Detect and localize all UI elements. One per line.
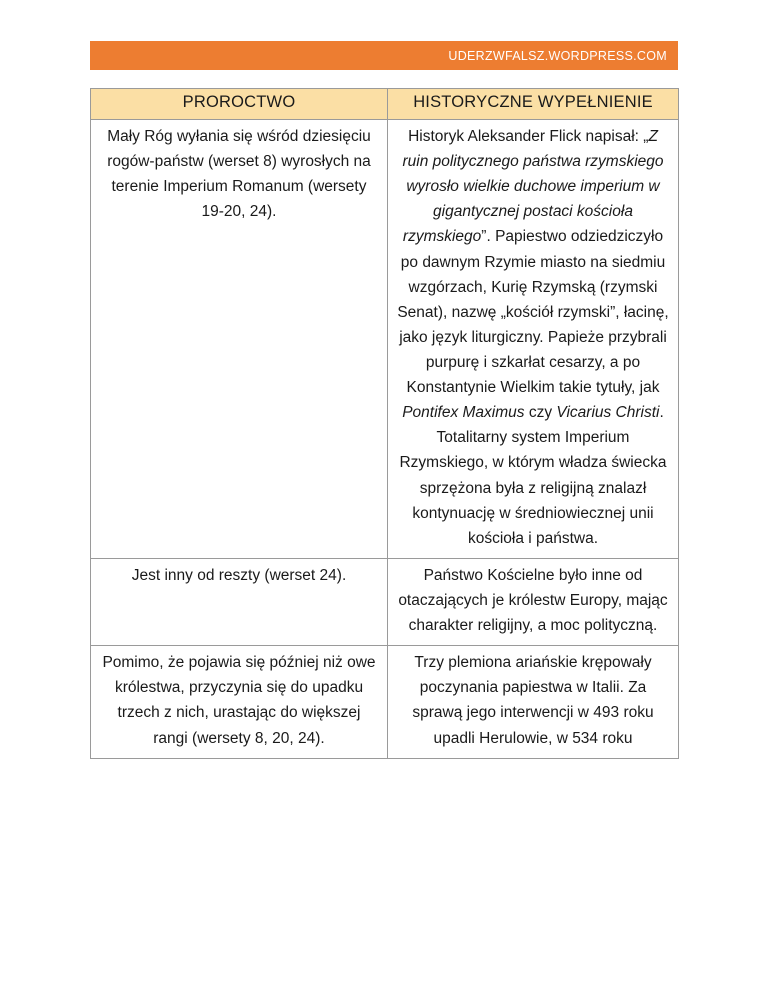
column-header-fulfillment: HISTORYCZNE WYPEŁNIENIE [388, 89, 679, 120]
table-row [91, 120, 679, 559]
cell-prophecy [91, 558, 388, 645]
prophecy-text: Mały Róg wyłania się wśród dziesięciu rogów-państw (werset 8) wyrosłych na terenie Imperium Romanum (wersety 19-20, 24). [107, 128, 371, 221]
column-header-prophecy: PROROCTWO [91, 89, 388, 120]
table-body [91, 120, 679, 759]
table-row [91, 646, 679, 758]
table-header-row [91, 89, 679, 120]
prophecy-fulfillment-table [90, 88, 679, 759]
site-banner [90, 41, 678, 70]
cell-fulfillment [388, 646, 679, 758]
cell-fulfillment [388, 120, 679, 559]
site-url-label: UDERZWFALSZ.WORDPRESS.COM [448, 48, 667, 63]
cell-fulfillment [388, 558, 679, 645]
prophecy-text: Jest inny od reszty (werset 24). [131, 566, 347, 584]
fulfillment-text: Trzy plemiona ariańskie krępowały poczynania papiestwa w Italii. Za sprawą jego interwencji w 493 roku upadli Herulowie, w 534 roku [412, 654, 654, 747]
cell-prophecy [91, 646, 388, 758]
cell-prophecy [91, 120, 388, 559]
fulfillment-text: Państwo Kościelne było inne od otaczających je królestw Europy, mając charakter religijny, a moc polityczną. [398, 566, 668, 635]
prophecy-text: Pomimo, że pojawia się później niż owe królestwa, przyczynia się do upadku trzech z nich, urastając do większej rangi (wersety 8, 20, 24). [102, 654, 376, 747]
table-row [91, 558, 679, 645]
fulfillment-text: Historyk Aleksander Flick napisał: „Z ruin politycznego państwa rzymskiego wyrosło wielkie duchowe imperium w gigantycznej postaci kościoła rzymskiego”. Papiestwo odziedziczyło po dawnym Rzymie miasto na siedmiu wzgórzach, Kurię Rzymską (rzymski Senat), nazwę „kościół rzymski”, łacinę, jako język liturgiczny. Papieże przybrali purpurę i szkarłat cesarzy, a po Konstantynie Wielkim takie tytuły, jak Pontifex Maximus czy Vicarius Christi. Totalitarny system Imperium Rzymskiego, w którym władza świecka sprzężona była z religijną znalazł kontynuację w średniowiecznej unii kościoła i państwa. [397, 128, 669, 547]
